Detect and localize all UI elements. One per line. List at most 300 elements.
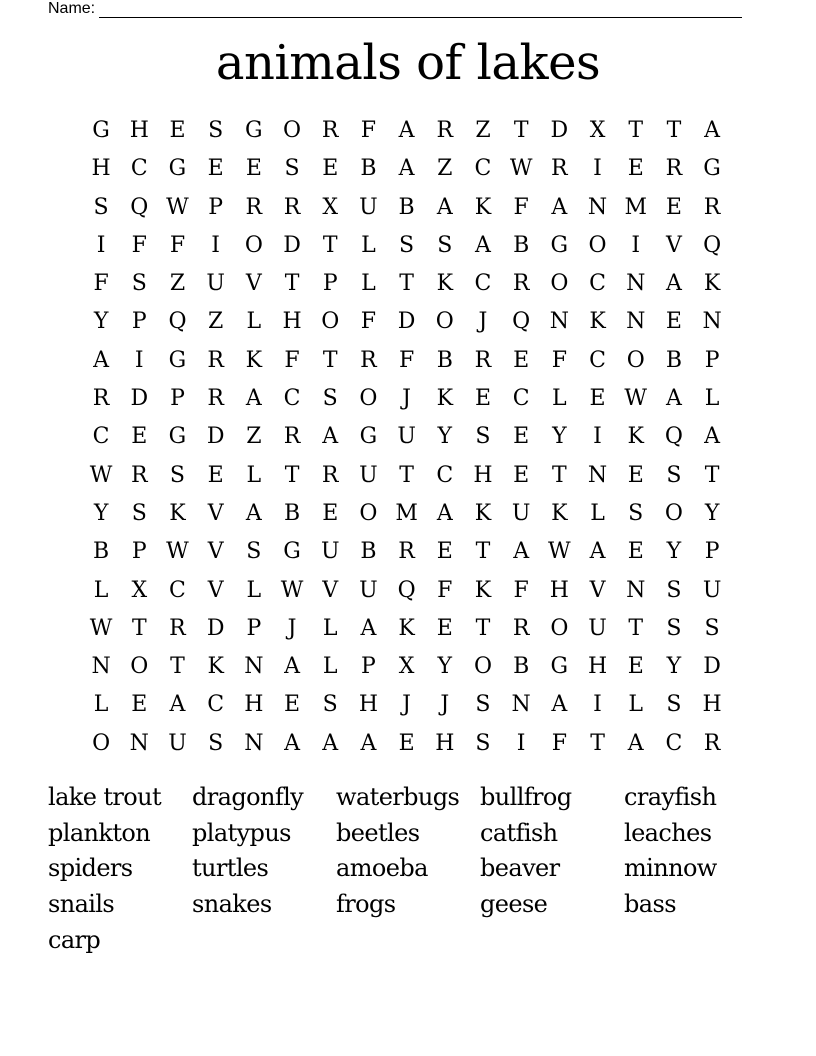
- word-list-item: minnow: [624, 854, 717, 883]
- grid-letter: A: [589, 539, 606, 565]
- grid-row: [82, 533, 732, 571]
- grid-row: [82, 227, 732, 265]
- name-field: [48, 0, 742, 18]
- grid-letter: O: [550, 615, 569, 641]
- grid-letter: E: [627, 539, 644, 565]
- grid-letter: B: [398, 194, 415, 220]
- grid-letter: G: [168, 347, 187, 373]
- grid-letter: X: [398, 654, 415, 680]
- grid-letter: B: [665, 347, 682, 373]
- grid-letter: K: [589, 309, 606, 335]
- grid-letter: G: [92, 118, 110, 143]
- grid-letter: N: [587, 462, 608, 488]
- word-list-item: beaver: [480, 854, 560, 883]
- grid-letter: K: [474, 194, 492, 220]
- grid-letter: S: [131, 500, 147, 526]
- word-list-item: beetles: [336, 818, 420, 847]
- word-list-item: plankton: [48, 818, 151, 847]
- word-list-item: snakes: [192, 890, 272, 919]
- grid-letter: T: [284, 271, 300, 297]
- grid-letter: N: [626, 309, 646, 335]
- grid-letter: A: [627, 730, 644, 756]
- grid-letter: X: [322, 194, 339, 220]
- grid-letter: I: [134, 347, 144, 373]
- grid-row: [82, 495, 732, 533]
- grid-letter: U: [511, 500, 531, 526]
- grid-letter: N: [244, 730, 264, 756]
- word-list-item: platypus: [192, 818, 291, 847]
- grid-letter: O: [359, 500, 378, 526]
- grid-letter: A: [93, 347, 110, 373]
- word-list-item: geese: [480, 890, 548, 919]
- name-blank-line: [99, 3, 742, 18]
- grid-letter: T: [399, 462, 414, 488]
- grid-letter: R: [207, 347, 224, 373]
- grid-letter: E: [131, 424, 148, 450]
- grid-letter: F: [513, 194, 529, 220]
- grid-letter: F: [360, 309, 377, 335]
- word-list-item: carp: [48, 925, 101, 954]
- grid-letter: S: [475, 424, 491, 450]
- grid-letter: M: [395, 500, 418, 526]
- grid-letter: R: [436, 118, 454, 143]
- grid-letter: P: [131, 539, 147, 565]
- grid-letter: U: [359, 462, 378, 488]
- grid-letter: C: [130, 156, 148, 182]
- grid-letter: C: [589, 347, 606, 373]
- grid-letter: T: [322, 232, 338, 258]
- grid-letter: K: [245, 347, 263, 373]
- grid-letter: W: [166, 194, 189, 220]
- grid-letter: I: [516, 730, 526, 756]
- grid-letter: E: [627, 654, 644, 680]
- grid-letter: W: [89, 462, 113, 488]
- grid-letter: L: [361, 232, 376, 258]
- grid-letter: B: [283, 500, 301, 526]
- grid-letter: H: [473, 462, 493, 488]
- grid-letter: E: [665, 309, 682, 335]
- grid-letter: S: [322, 692, 338, 718]
- grid-row: [82, 418, 732, 456]
- grid-letter: L: [246, 577, 262, 603]
- grid-letter: W: [509, 156, 533, 182]
- grid-letter: S: [208, 118, 224, 143]
- grid-letter: A: [360, 730, 377, 756]
- grid-letter: L: [93, 577, 109, 603]
- grid-letter: P: [208, 194, 224, 220]
- grid-letter: I: [593, 156, 602, 182]
- grid-letter: W: [166, 539, 189, 565]
- grid-letter: N: [626, 271, 646, 297]
- grid-letter: C: [436, 462, 454, 488]
- word-list-item: bass: [624, 890, 676, 919]
- grid-letter: D: [206, 424, 225, 450]
- grid-letter: R: [130, 462, 148, 488]
- grid-letter: R: [283, 424, 301, 450]
- grid-letter: T: [513, 118, 529, 143]
- grid-letter: E: [513, 462, 530, 488]
- grid-letter: K: [398, 615, 415, 641]
- grid-letter: T: [552, 462, 567, 488]
- grid-row: [82, 648, 732, 686]
- grid-letter: G: [245, 118, 263, 143]
- word-list-item: bullfrog: [480, 783, 572, 811]
- grid-letter: P: [704, 539, 720, 565]
- grid-row: [82, 457, 732, 495]
- grid-letter: A: [245, 500, 262, 526]
- grid-letter: H: [549, 577, 569, 603]
- word-list-item: frogs: [336, 890, 396, 919]
- grid-letter: A: [169, 692, 186, 718]
- grid-letter: G: [359, 424, 378, 450]
- grid-letter: E: [245, 156, 262, 182]
- grid-letter: Q: [664, 424, 683, 450]
- grid-letter: Y: [93, 309, 109, 335]
- grid-letter: L: [246, 462, 262, 488]
- grid-letter: S: [666, 615, 682, 641]
- grid-letter: E: [322, 500, 339, 526]
- grid-letter: Y: [437, 424, 453, 450]
- grid-row: [82, 150, 732, 188]
- grid-letter: L: [93, 692, 109, 718]
- grid-letter: A: [284, 730, 300, 756]
- grid-letter: N: [549, 309, 569, 335]
- grid-letter: A: [245, 386, 262, 412]
- grid-letter: B: [360, 539, 377, 565]
- grid-letter: U: [206, 271, 225, 297]
- grid-letter: R: [474, 347, 492, 373]
- word-list-item: snails: [48, 890, 115, 919]
- grid-letter: R: [283, 194, 301, 220]
- grid-letter: D: [703, 654, 721, 680]
- grid-letter: S: [284, 156, 300, 182]
- grid-letter: E: [207, 156, 224, 182]
- grid-letter: Z: [208, 309, 224, 335]
- grid-letter: A: [513, 539, 530, 565]
- grid-letter: T: [628, 118, 644, 143]
- grid-letter: E: [513, 347, 530, 373]
- grid-letter: S: [246, 539, 262, 565]
- grid-letter: E: [322, 156, 339, 182]
- grid-letter: A: [398, 118, 415, 143]
- grid-letter: F: [93, 271, 109, 297]
- grid-letter: D: [206, 615, 225, 641]
- grid-letter: Q: [703, 232, 722, 258]
- grid-letter: O: [626, 347, 645, 373]
- grid-letter: Z: [475, 118, 491, 143]
- grid-letter: Z: [246, 424, 262, 450]
- grid-letter: N: [244, 654, 264, 680]
- grid-letter: T: [628, 615, 644, 641]
- grid-letter: L: [628, 692, 644, 718]
- grid-letter: Z: [437, 156, 453, 182]
- grid-letter: R: [169, 615, 186, 641]
- grid-letter: F: [551, 347, 567, 373]
- grid-letter: P: [131, 309, 147, 335]
- grid-letter: K: [169, 500, 186, 526]
- grid-letter: R: [92, 386, 110, 412]
- grid-letter: T: [666, 118, 682, 143]
- word-list-item: crayfish: [624, 783, 717, 811]
- word-list-item: lake trout: [48, 783, 162, 811]
- grid-letter: S: [399, 232, 415, 258]
- grid-letter: I: [631, 232, 641, 258]
- word-list-item: dragonfly: [192, 783, 304, 811]
- grid-letter: S: [131, 271, 147, 297]
- grid-letter: E: [436, 615, 453, 641]
- grid-letter: L: [704, 386, 720, 412]
- grid-letter: Q: [130, 194, 149, 220]
- grid-letter: Q: [397, 577, 416, 603]
- grid-letter: K: [551, 500, 568, 526]
- grid-letter: T: [475, 539, 491, 565]
- grid-letter: F: [437, 577, 453, 603]
- grid-letter: D: [550, 118, 569, 143]
- grid-letter: E: [513, 424, 530, 450]
- grid-letter: O: [550, 271, 569, 297]
- grid-letter: V: [207, 500, 224, 526]
- grid-letter: R: [360, 347, 377, 373]
- grid-letter: E: [207, 462, 224, 488]
- grid-letter: S: [93, 194, 109, 220]
- grid-letter: W: [89, 615, 113, 641]
- grid-letter: K: [207, 654, 224, 680]
- grid-letter: V: [589, 577, 606, 603]
- grid-letter: G: [168, 156, 187, 182]
- grid-letter: K: [703, 271, 721, 297]
- grid-letter: W: [548, 539, 571, 565]
- grid-letter: Y: [552, 424, 567, 450]
- name-label: Name:: [48, 0, 96, 17]
- grid-letter: I: [593, 424, 602, 450]
- grid-letter: H: [129, 118, 149, 143]
- grid-letter: G: [550, 654, 569, 680]
- grid-letter: C: [589, 271, 606, 297]
- grid-letter: A: [436, 194, 453, 220]
- grid-letter: C: [283, 386, 301, 412]
- grid-letter: X: [131, 577, 148, 603]
- grid-letter: H: [435, 730, 455, 756]
- grid-letter: U: [397, 424, 416, 450]
- grid-letter: O: [244, 232, 263, 258]
- grid-letter: D: [397, 309, 416, 335]
- grid-letter: E: [169, 118, 186, 143]
- grid-letter: N: [626, 577, 646, 603]
- grid-letter: O: [321, 309, 340, 335]
- grid-letter: R: [321, 462, 339, 488]
- grid-letter: P: [322, 271, 338, 297]
- grid-letter: C: [207, 692, 225, 718]
- grid-letter: A: [704, 118, 721, 143]
- word-list-item: turtles: [192, 854, 269, 883]
- grid-letter: O: [664, 500, 683, 526]
- grid-letter: V: [322, 577, 339, 603]
- grid-letter: K: [436, 271, 453, 297]
- grid-row: [82, 189, 732, 227]
- grid-letter: P: [704, 347, 720, 373]
- letter-grid: [82, 112, 732, 763]
- grid-letter: F: [131, 232, 147, 258]
- grid-letter: L: [361, 271, 376, 297]
- grid-letter: E: [627, 462, 644, 488]
- word-list-item: catfish: [480, 818, 558, 847]
- word-list-item: waterbugs: [336, 783, 460, 811]
- grid-letter: L: [322, 654, 338, 680]
- grid-letter: B: [513, 654, 530, 680]
- grid-row: [82, 303, 732, 341]
- grid-letter: U: [359, 194, 378, 220]
- grid-letter: W: [624, 386, 648, 412]
- grid-letter: S: [322, 386, 338, 412]
- grid-letter: G: [550, 232, 569, 258]
- grid-letter: C: [474, 271, 492, 297]
- grid-letter: L: [552, 386, 567, 412]
- grid-letter: G: [283, 539, 301, 565]
- grid-letter: S: [666, 692, 682, 718]
- grid-letter: J: [440, 692, 450, 718]
- grid-letter: S: [666, 577, 682, 603]
- grid-letter: R: [665, 156, 683, 182]
- grid-letter: F: [360, 118, 377, 143]
- grid-row: [82, 572, 732, 610]
- grid-letter: S: [475, 692, 491, 718]
- grid-letter: X: [589, 118, 606, 143]
- grid-letter: U: [359, 577, 378, 603]
- grid-letter: C: [665, 730, 683, 756]
- grid-letter: V: [207, 577, 224, 603]
- grid-letter: U: [168, 730, 187, 756]
- grid-letter: Y: [666, 654, 682, 680]
- grid-letter: L: [246, 309, 262, 335]
- grid-letter: L: [322, 615, 338, 641]
- grid-letter: Z: [169, 271, 186, 297]
- grid-letter: J: [402, 692, 411, 718]
- grid-letter: I: [211, 232, 220, 258]
- grid-letter: I: [96, 232, 106, 258]
- grid-letter: G: [703, 156, 721, 182]
- grid-letter: F: [284, 347, 300, 373]
- grid-row: [82, 380, 732, 418]
- grid-letter: S: [169, 462, 185, 488]
- grid-letter: H: [282, 309, 302, 335]
- grid-letter: R: [551, 156, 568, 182]
- grid-letter: Y: [666, 539, 682, 565]
- grid-letter: E: [398, 730, 415, 756]
- grid-row: [82, 610, 732, 648]
- grid-letter: B: [513, 232, 530, 258]
- grid-letter: E: [284, 692, 301, 718]
- grid-letter: C: [512, 386, 530, 412]
- grid-letter: E: [627, 156, 644, 182]
- grid-letter: A: [398, 156, 415, 182]
- grid-letter: T: [704, 462, 720, 488]
- grid-letter: A: [475, 232, 491, 258]
- grid-letter: R: [207, 386, 224, 412]
- grid-letter: F: [513, 577, 529, 603]
- grid-letter: J: [287, 615, 297, 641]
- grid-letter: S: [704, 615, 720, 641]
- grid-row: [82, 686, 732, 724]
- grid-letter: A: [704, 424, 721, 450]
- grid-letter: T: [284, 462, 300, 488]
- grid-row: [82, 265, 732, 303]
- grid-letter: A: [551, 692, 568, 718]
- word-list: [48, 780, 768, 958]
- grid-letter: P: [246, 615, 262, 641]
- grid-letter: A: [436, 500, 453, 526]
- grid-letter: N: [129, 730, 149, 756]
- grid-letter: C: [474, 156, 492, 182]
- grid-letter: V: [207, 539, 224, 565]
- word-list-item: spiders: [48, 854, 133, 883]
- grid-letter: J: [478, 309, 488, 335]
- grid-row: [82, 725, 732, 763]
- grid-letter: E: [131, 692, 148, 718]
- grid-letter: A: [322, 730, 339, 756]
- grid-letter: D: [283, 232, 301, 258]
- grid-letter: A: [665, 386, 682, 412]
- grid-letter: A: [665, 271, 682, 297]
- word-list-item: leaches: [624, 818, 712, 847]
- grid-row: [82, 342, 732, 380]
- grid-letter: K: [627, 424, 644, 450]
- grid-letter: A: [360, 615, 377, 641]
- grid-letter: V: [665, 232, 682, 258]
- grid-row: [82, 112, 732, 150]
- grid-letter: F: [169, 232, 186, 258]
- grid-letter: S: [628, 500, 644, 526]
- grid-letter: C: [92, 424, 110, 450]
- grid-letter: H: [702, 692, 722, 718]
- grid-letter: R: [321, 118, 339, 143]
- grid-letter: O: [359, 386, 378, 412]
- grid-letter: O: [283, 118, 302, 143]
- grid-letter: U: [588, 615, 607, 641]
- grid-letter: R: [245, 194, 263, 220]
- grid-letter: I: [593, 692, 602, 718]
- grid-letter: N: [91, 654, 111, 680]
- grid-letter: L: [590, 500, 605, 526]
- grid-letter: U: [702, 577, 722, 603]
- grid-letter: K: [474, 500, 492, 526]
- grid-letter: O: [92, 730, 111, 756]
- grid-letter: N: [702, 309, 722, 335]
- grid-letter: C: [169, 577, 186, 603]
- grid-letter: R: [512, 615, 530, 641]
- grid-letter: Y: [704, 500, 720, 526]
- grid-letter: O: [473, 654, 492, 680]
- grid-letter: S: [437, 232, 453, 258]
- grid-letter: R: [398, 539, 415, 565]
- grid-letter: S: [666, 462, 682, 488]
- grid-letter: O: [588, 232, 607, 258]
- grid-letter: R: [703, 730, 721, 756]
- grid-letter: H: [587, 654, 608, 680]
- grid-letter: B: [360, 156, 377, 182]
- grid-letter: T: [590, 730, 605, 756]
- grid-letter: E: [589, 386, 606, 412]
- grid-letter: N: [587, 194, 608, 220]
- grid-letter: P: [361, 654, 376, 680]
- grid-letter: H: [244, 692, 264, 718]
- grid-letter: E: [474, 386, 491, 412]
- grid-letter: B: [93, 539, 110, 565]
- grid-letter: O: [130, 654, 149, 680]
- grid-letter: O: [435, 309, 454, 335]
- grid-letter: Y: [437, 654, 453, 680]
- grid-letter: J: [402, 386, 411, 412]
- grid-letter: A: [322, 424, 339, 450]
